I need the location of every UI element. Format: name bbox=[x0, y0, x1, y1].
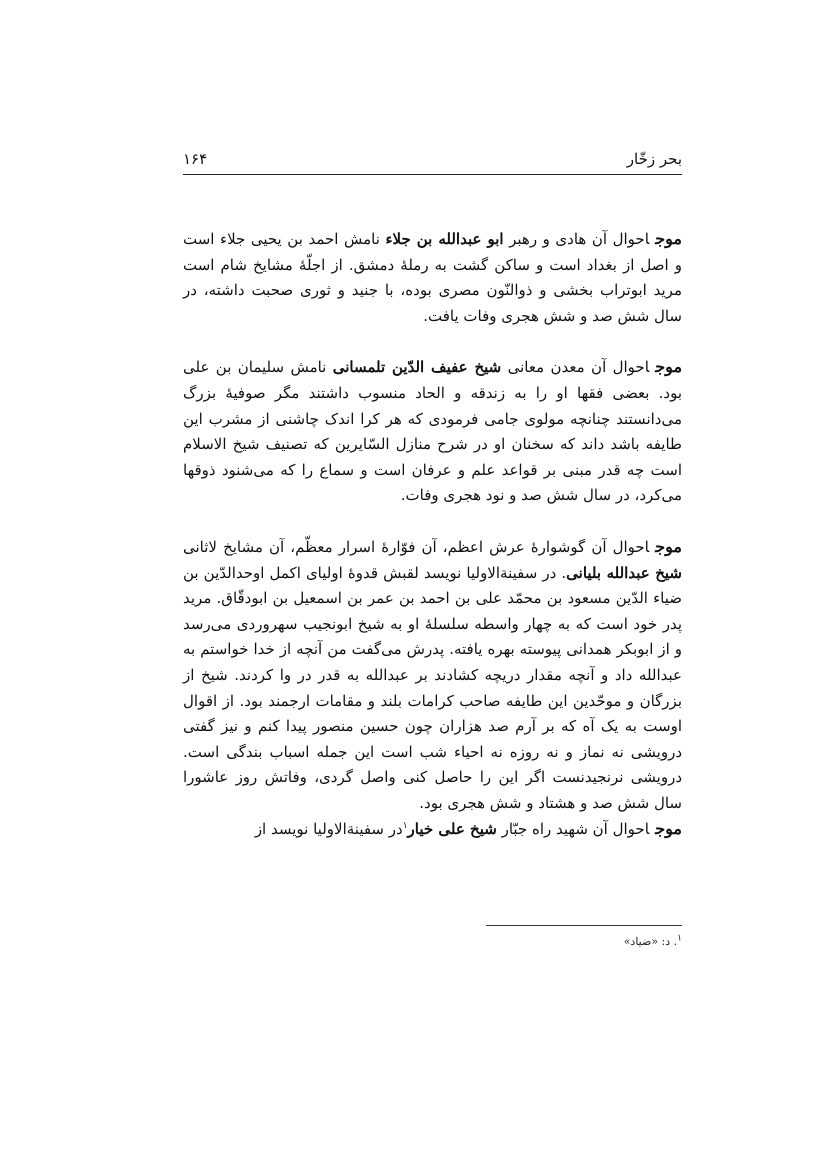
page-number: ۱۶۴ bbox=[183, 150, 208, 168]
mawj-label: موج bbox=[655, 536, 682, 556]
person-name: شیخ عبدالله بلیانی bbox=[566, 563, 683, 582]
person-name: شیخ عفیف الدّین تلمسانی bbox=[332, 358, 502, 377]
paragraph-2-text: نامش سلیمان بن علی بود. بعضی فقها او را به زندقه و الحاد منسوب داشتند مگر صوفیهٔ بزرگ می‌دانستند چنانچه مولوی جامی فرمودی که هر کرا اندک چاشنی از مشرب این طایفه باشد داند که سخنان او در شرح منازل السّایرین که تصنیف شیخ الاسلام است چه قدر مبنی بر قواعد علم و عرفان است و سماع را که می‌شنود ذوقها می‌کرد، در سال شش صد و نود هجری وفات. bbox=[183, 358, 682, 505]
mawj-label: موج bbox=[655, 357, 683, 377]
paragraph-1 bbox=[183, 226, 682, 329]
person-name: شیخ علی خیار bbox=[407, 820, 497, 839]
paragraph-2-intro: احوال آن معدن معانی bbox=[501, 358, 650, 377]
paragraph-4 bbox=[183, 816, 682, 843]
footnote bbox=[624, 935, 682, 948]
paragraph-3 bbox=[183, 534, 682, 817]
paragraph-1-intro: احوال آن هادی و رهبر bbox=[503, 230, 650, 248]
paragraph-3-intro: احوال آن گوشوارهٔ عرش اعظم، آن فوّارهٔ اسرار معظّم، آن مشایخ لاثانی bbox=[183, 537, 650, 556]
person-name: ابو عبدالله بن جلاء bbox=[385, 230, 504, 248]
footnote-number: ۱ bbox=[677, 933, 682, 944]
footnote-divider bbox=[486, 925, 682, 926]
paragraph-4-text: در سفینةالاولیا نویسد از bbox=[254, 820, 403, 839]
body-text bbox=[183, 226, 682, 843]
book-title: بحر زخّار bbox=[626, 150, 682, 168]
paragraph-4-intro: احوال آن شهید راه جبّار bbox=[496, 820, 650, 839]
paragraph-2 bbox=[183, 354, 682, 509]
footnote-marker: ۱ bbox=[402, 821, 408, 832]
page-header bbox=[183, 146, 682, 175]
footnote-text: . د: «ضیاد» bbox=[623, 935, 678, 948]
paragraph-1-text: نامش احمد بن یحیی جلاء است و اصل از بغداد است و ساکن گشت به رملهٔ دمشق. از اجلّهٔ مشایخ شام است مرید ابوتراب بخشی و ذوالنّون مصری بوده، با جنید و ثوری صحبت داشته، در سال شش صد و شش هجری وفات یافت. bbox=[183, 230, 682, 325]
mawj-label: موج bbox=[655, 819, 682, 839]
paragraph-3-text: . در سفینةالاولیا نویسد لقبش قدوهٔ اولیای اکمل اوحدالدّین بن ضیاء الدّین مسعود بن محمّد علی بن احمد بن عمر بن اسمعیل بن ابودقّاق. مرید پدر خود است که به چهار واسطه سلسلهٔ او به شیخ ابونجیب سهروردی می‌رسد و از ابوبکر همدانی پیوسته بهره یافته. پدرش می‌گفت من آنچه از خدا خواستم به عبدالله داد و آنچه مقدار دریچه کشادند بر عبدالله به قدر در وا کردند. شیخ از بزرگان و موحّدین این طایفه صاحب کرامات بلند و مقامات ارجمند بود. از اقوال اوست به یک آه که بر آرم صد هزاران چون حسین منصور پیدا کنم و نیز گفتی درویشی نه نماز و نه روزه نه احیاء شب است این جمله اسباب بندگی است. درویشی نرنجیدنست اگر این را حاصل کنی واصل گردی، وفاتش روز عاشورا سال شش صد و هشتاد و شش هجری بود. bbox=[183, 563, 682, 812]
mawj-label: موج bbox=[655, 229, 682, 248]
